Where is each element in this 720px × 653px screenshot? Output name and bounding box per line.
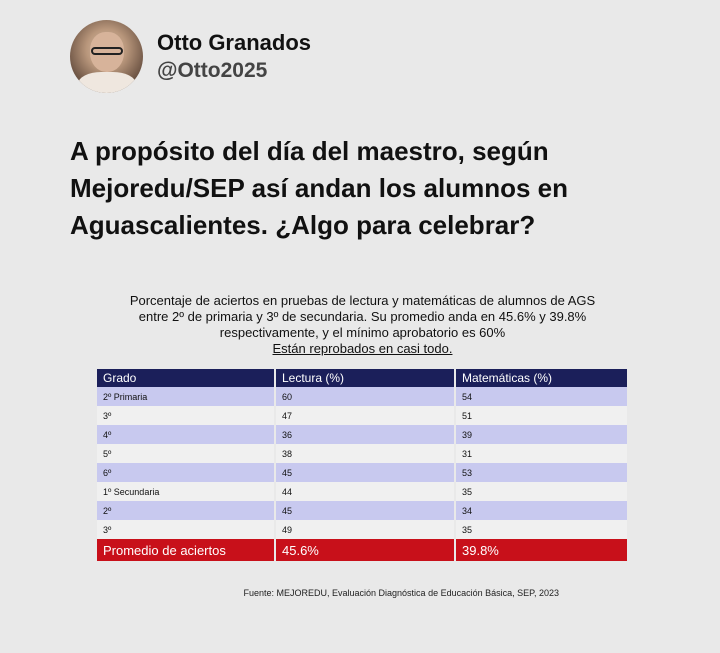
avatar[interactable]	[70, 20, 143, 93]
cell-grado: 2º	[97, 501, 275, 520]
table-total-row	[97, 539, 628, 561]
cell-grado: 4º	[97, 425, 275, 444]
cell-matematicas: 35	[455, 482, 628, 501]
cell-grado: 3º	[97, 406, 275, 425]
table-row	[97, 520, 628, 539]
caption-underlined: Están reprobados en casi todo.	[272, 341, 453, 356]
table-row	[97, 444, 628, 463]
cell-matematicas: 34	[455, 501, 628, 520]
cell-matematicas: 39	[455, 425, 628, 444]
cell-lectura: 44	[275, 482, 455, 501]
table-row	[97, 406, 628, 425]
caption-line: respectivamente, y el mínimo aprobatorio es 60%	[219, 325, 506, 340]
avatar-glasses	[91, 47, 123, 55]
table-row	[97, 463, 628, 482]
cell-lectura: 36	[275, 425, 455, 444]
cell-matematicas: 54	[455, 387, 628, 406]
table-row	[97, 425, 628, 444]
cell-lectura: 45	[275, 501, 455, 520]
header-grado: Grado	[97, 369, 275, 387]
cell-grado: 6º	[97, 463, 275, 482]
total-label: Promedio de aciertos	[97, 539, 275, 561]
author-info	[157, 29, 311, 85]
caption-line: Porcentaje de aciertos en pruebas de lectura y matemáticas de alumnos de AGS	[129, 293, 596, 308]
author-name[interactable]: Otto Granados	[157, 29, 312, 55]
header-lectura: Lectura (%)	[275, 369, 455, 387]
cell-grado: 5º	[97, 444, 275, 463]
tweet-text: A propósito del día del maestro, según Mejoredu/SEP así andan los alumnos en Aguascalientes. ¿Algo para celebrar?	[70, 136, 568, 240]
table-header-row	[97, 369, 628, 387]
cell-grado: 1º Secundaria	[97, 482, 275, 501]
cell-grado: 3º	[97, 520, 275, 539]
cell-grado: 2º Primaria	[97, 387, 275, 406]
cell-matematicas: 35	[455, 520, 628, 539]
cell-lectura: 60	[275, 387, 455, 406]
table-row	[97, 482, 628, 501]
cell-lectura: 38	[275, 444, 455, 463]
cell-matematicas: 31	[455, 444, 628, 463]
cell-lectura: 47	[275, 406, 455, 425]
cell-lectura: 45	[275, 463, 455, 482]
caption-line: entre 2º de primaria y 3º de secundaria. Su promedio anda en 45.6% y 39.8%	[138, 309, 587, 324]
total-lectura: 45.6%	[275, 539, 455, 561]
source-note: Fuente: MEJOREDU, Evaluación Diagnóstica de Educación Básica, SEP, 2023	[243, 588, 559, 598]
cell-matematicas: 53	[455, 463, 628, 482]
results-table	[97, 369, 629, 561]
cell-lectura: 49	[275, 520, 455, 539]
avatar-body	[78, 72, 136, 93]
table-row	[97, 387, 628, 406]
author-handle[interactable]: @Otto2025	[157, 58, 268, 82]
cell-matematicas: 51	[455, 406, 628, 425]
total-matematicas: 39.8%	[455, 539, 628, 561]
header-matematicas: Matemáticas (%)	[455, 369, 628, 387]
figure-caption	[70, 293, 655, 357]
tweet-header	[70, 20, 311, 93]
table-row	[97, 501, 628, 520]
